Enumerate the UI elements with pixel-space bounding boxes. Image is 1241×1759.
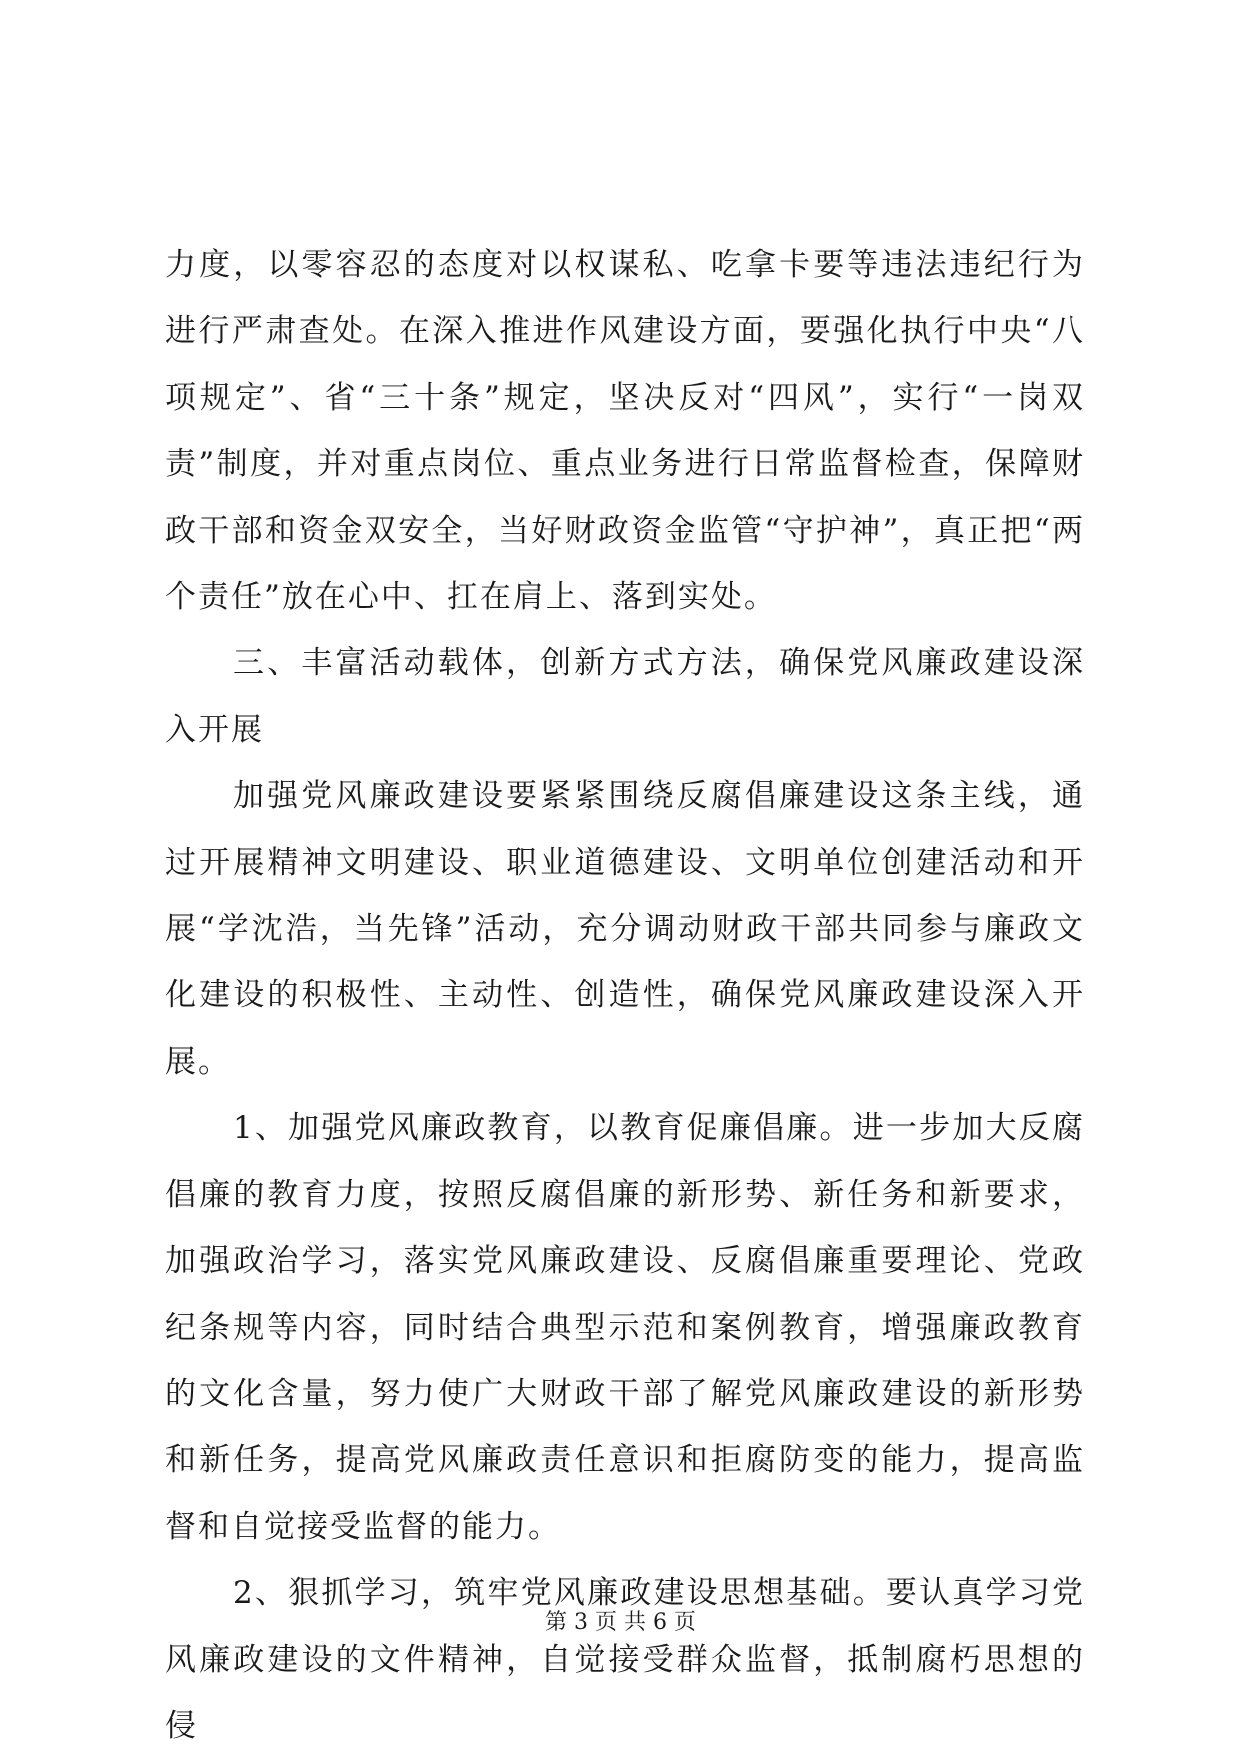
paragraph-item-1: 1、加强党风廉政教育，以教育促廉倡廉。进一步加大反腐倡廉的教育力度，按照反腐倡廉的新形势、新任务和新要求，加强政治学习，落实党风廉政建设、反腐倡廉重要理论、党政纪条规等内容，同时结合典型示范和案例教育，增强廉政教育的文化含量，努力使广大财政干部了解党风廉政建设的新形势和新任务，提高党风廉政责任意识和拒腐防变的能力，提高监督和自觉接受监督的能力。 [165, 1110, 1085, 1545]
document-body [165, 232, 1085, 1759]
paragraph-continuation: 力度，以零容忍的态度对以权谋私、吃拿卡要等违法违纪行为进行严肃查处。在深入推进作风建设方面，要强化执行中央“八项规定”、省“三十条”规定，坚决反对“四风”，实行“一岗双责”制度，并对重点岗位、重点业务进行日常监督检查，保障财政干部和资金双安全，当好财政资金监管“守护神”，真正把“两个责任”放在心中、扛在肩上、落到实处。 [165, 247, 1085, 616]
page-number-footer: 第 3 页 共 6 页 [545, 1610, 696, 1635]
paragraph-item-2: 2、狠抓学习，筑牢党风廉政建设思想基础。要认真学习党风廉政建设的文件精神，自觉接受群众监督，抵制腐朽思想的侵 [165, 1575, 1085, 1744]
paragraph-section-3-intro: 加强党风廉政建设要紧紧围绕反腐倡廉建设这条主线，通过开展精神文明建设、职业道德建设、文明单位创建活动和开展“学沈浩，当先锋”活动，充分调动财政干部共同参与廉政文化建设的积极性、主动性、创造性，确保党风廉政建设深入开展。 [165, 778, 1085, 1080]
section-heading-3: 三、丰富活动载体，创新方式方法，确保党风廉政建设深入开展 [165, 645, 1085, 748]
